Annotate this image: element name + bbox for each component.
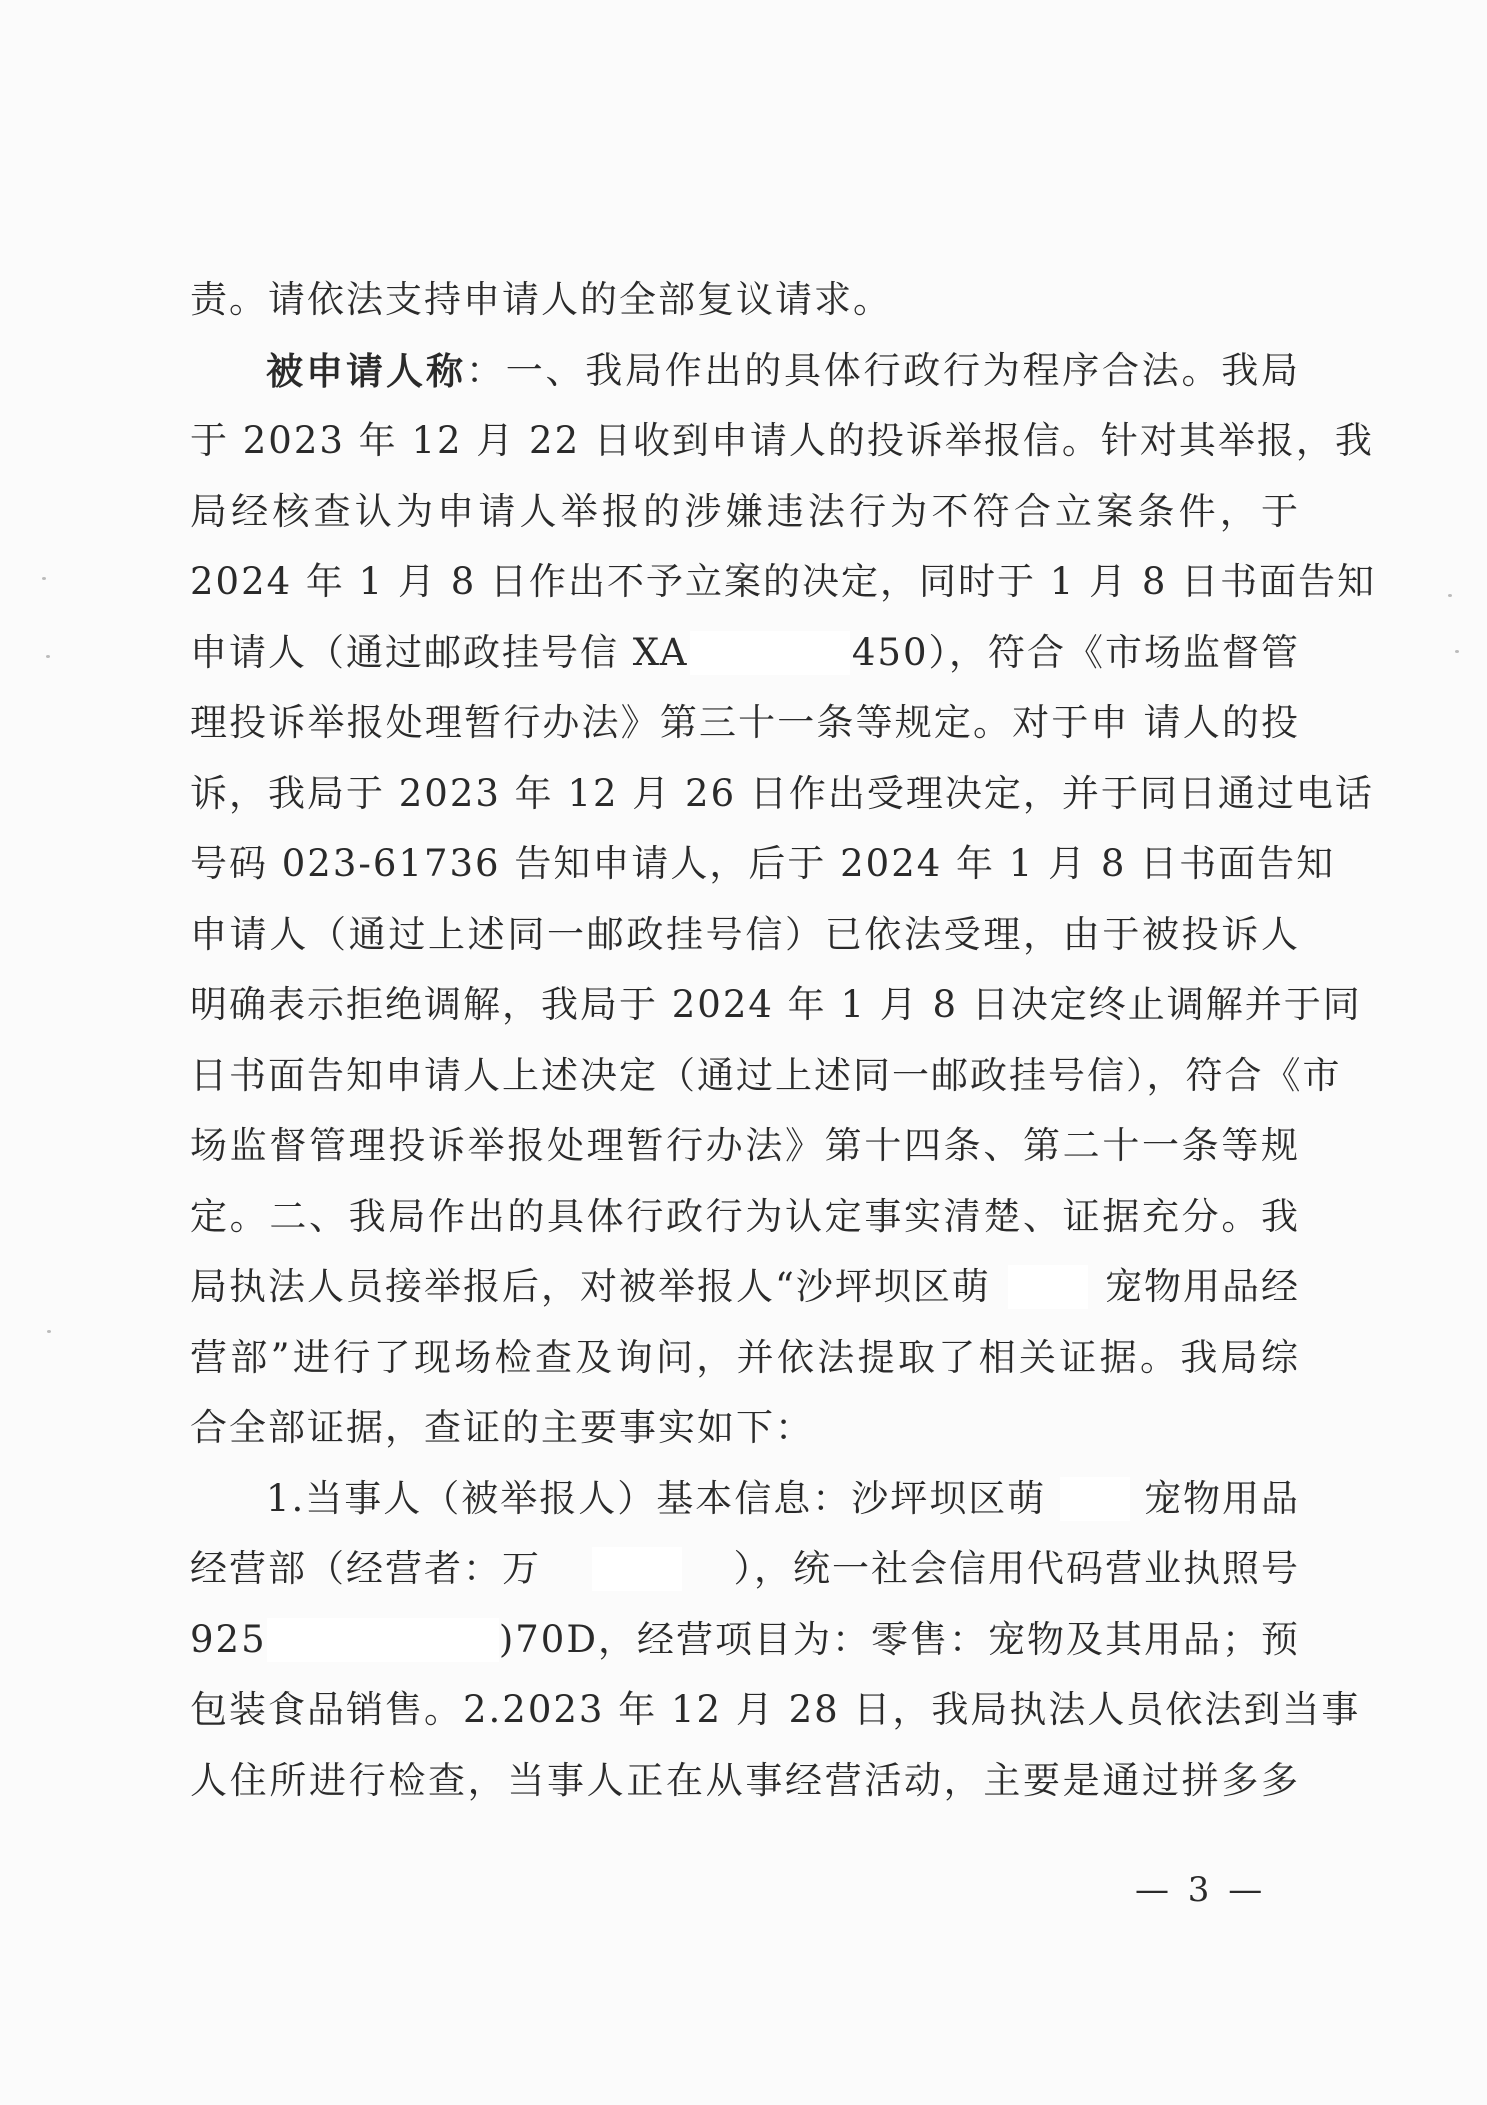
text-line	[190, 970, 1362, 1041]
respondent-heading: 被申请人称	[266, 348, 466, 393]
text-segment: 宠物用品	[1144, 1476, 1300, 1520]
text-segment: 于 2023 年 12 月 22 日收到申请人的投诉举报信。针对其举报，我	[190, 419, 1374, 462]
redaction-box	[1060, 1477, 1130, 1521]
text-line	[190, 1323, 1300, 1394]
page-number: — 3 —	[1135, 1870, 1267, 1910]
text-segment: 明确表示拒绝调解，我局于 2024 年 1 月 8 日决定终止调解并于同	[190, 983, 1362, 1026]
text-segment: 申请人（通过上述同一邮政挂号信）已依法受理，由于被投诉人	[190, 912, 1300, 956]
text-segment: 1.当事人（被举报人）基本信息：沙坪坝区萌	[266, 1476, 1047, 1520]
text-line	[190, 1252, 1300, 1323]
text-segment: 营部”进行了现场检查及询问，并依法提取了相关证据。我局综	[190, 1335, 1300, 1379]
text-segment: 局执法人员接举报后，对被举报人“沙坪坝区萌	[190, 1265, 991, 1308]
text-line	[190, 1534, 1300, 1605]
text-segment: 人住所进行检查，当事人正在从事经营活动，主要是通过拼多多	[190, 1758, 1300, 1802]
text-segment: 经营部（经营者：万	[190, 1547, 541, 1590]
scan-speck	[42, 577, 46, 580]
text-segment: 宠物用品经	[1104, 1265, 1300, 1308]
text-line	[190, 1464, 1300, 1535]
text-segment: 责。请依法支持申请人的全部复议请求。	[190, 278, 892, 321]
text-line	[190, 1605, 1300, 1676]
text-segment: 925	[190, 1617, 267, 1661]
redaction-box	[592, 1547, 682, 1591]
text-segment: 定。二、我局作出的具体行政行为认定事实清楚、证据充分。我	[190, 1194, 1300, 1238]
text-segment: 局经核查认为申请人举报的涉嫌违法行为不符合立案条件，于	[190, 489, 1300, 533]
text-segment: ：一、我局作出的具体行政行为程序合法。我局	[466, 348, 1300, 392]
text-segment: 36 告知申请人，后于 2024 年 1 月 8 日书面告知	[449, 842, 1336, 885]
text-segment: )70D，经营项目为：零售：宠物及其用品；预	[498, 1617, 1300, 1661]
redaction-box	[1008, 1265, 1088, 1309]
redaction-box	[690, 631, 850, 675]
redaction-box	[267, 1618, 499, 1662]
text-segment: 申请人（通过邮政挂号信 XA	[190, 630, 689, 674]
scan-speck	[46, 655, 50, 658]
text-line	[190, 1393, 1300, 1464]
text-segment: 合全部证据，查证的主要事实如下：	[190, 1406, 814, 1449]
text-line	[190, 547, 1377, 618]
text-line	[190, 477, 1300, 548]
text-line	[190, 900, 1300, 971]
text-line	[190, 618, 1300, 689]
text-line	[190, 406, 1374, 477]
text-line	[190, 688, 1300, 759]
text-segment: 包装食品销售。2.2023 年 12 月 28 日，我局执法人员依法到当事	[190, 1688, 1361, 1731]
text-line	[190, 829, 1336, 900]
text-line	[190, 1746, 1300, 1817]
text-segment: 号码 023-617	[190, 842, 450, 885]
text-segment: 理投诉举报处理暂行办法》第三十一条等规定。对于申 请人的投	[190, 701, 1300, 744]
text-segment: 日书面告知申请人上述决定（通过上述同一邮政挂号信），符合《市	[190, 1053, 1342, 1097]
text-line	[190, 1041, 1342, 1112]
text-line	[190, 759, 1374, 830]
text-segment: 诉，我局于 2023 年 12 月 26 日作出受理决定，并于同日通过电话	[190, 771, 1374, 815]
body-text	[190, 265, 1377, 1816]
scan-speck	[1455, 650, 1459, 653]
text-line	[190, 265, 1300, 336]
text-segment: 2024 年 1 月 8 日作出不予立案的决定，同时于 1 月 8 日书面告知	[190, 560, 1377, 603]
scan-speck	[1448, 594, 1452, 597]
text-line	[190, 1111, 1300, 1182]
text-segment: 450），符合《市场监督管	[851, 630, 1300, 674]
text-segment: ），统一社会信用代码营业执照号	[733, 1547, 1300, 1590]
text-line	[190, 336, 1300, 407]
text-line	[190, 1675, 1361, 1746]
text-segment: 场监督管理投诉举报处理暂行办法》第十四条、第二十一条等规	[190, 1124, 1300, 1167]
text-line	[190, 1182, 1300, 1253]
scan-speck	[47, 1330, 51, 1333]
